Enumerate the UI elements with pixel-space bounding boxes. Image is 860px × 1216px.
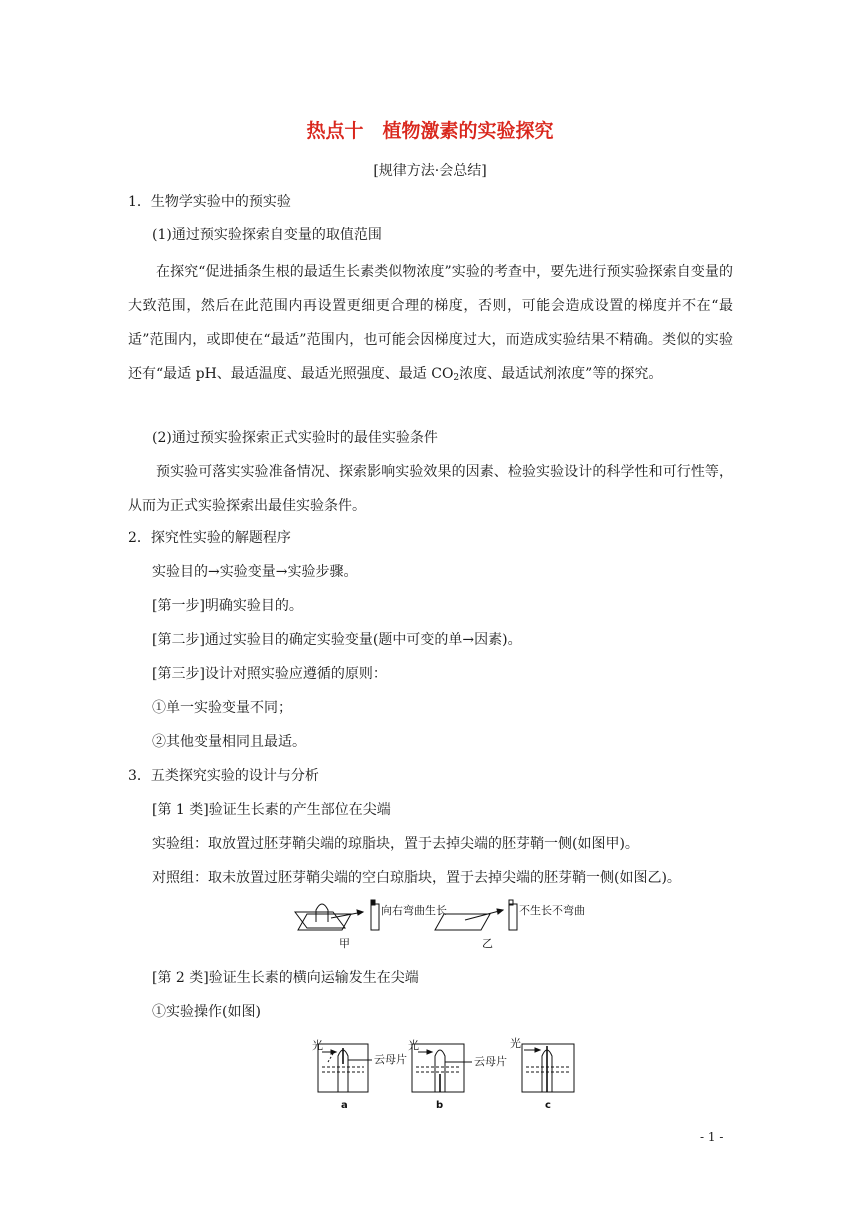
figure2-label-b: b [436,1100,444,1111]
paragraph-text: 在探究“促进插条生根的最适生长素类似物浓度”实验的考查中，要先进行预实验探索自变量的大致范围，然后在此范围内再设置更细更合理的梯度，否则，可能会造成设置的梯度并不在“最适”范围内，或即使在“最适”范围内，也可能会因梯度过大，而造成实验结果不精确。类似的实验还有“最适 pH、最适温度、最适光照强度、最适 CO [128,264,733,382]
step1-text: [第一步]明确实验目的。 [152,598,303,614]
figure-label-b: 乙 [482,937,493,950]
figure2-label-a: a [341,1100,348,1111]
section3-heading: 3．五类探究实验的设计与分析 [128,768,319,784]
coleoptile-stump-b [509,904,517,930]
box-c [522,1044,574,1092]
figure-result-b: 不生长不弯曲 [519,904,585,917]
figure2-label-c: c [545,1100,551,1111]
section1-sub1-heading: (1)通过预实验探索自变量的取值范围 [152,227,382,243]
agar-block-a [371,900,375,905]
type1-heading: [第 1 类]验证生长素的产生部位在尖端 [152,802,391,818]
section1-sub1-paragraph [128,255,733,391]
figure-label-a: 甲 [339,937,350,950]
coleoptile-stump-a [371,904,379,930]
section2-heading: 2．探究性实验的解题程序 [128,530,291,546]
type2-heading: [第 2 类]验证生长素的横向运输发生在尖端 [152,970,419,986]
type1-control-text: 对照组：取未放置过胚芽鞘尖端的空白琼脂块，置于去掉尖端的胚芽鞘一侧(如图乙)。 [152,870,681,886]
section1-heading: 1．生物学实验中的预实验 [128,194,291,210]
flow-text: 实验目的→实验变量→实验步骤。 [152,564,358,580]
light-label-c: 光 [510,1037,521,1050]
page-title: 热点十 植物激素的实验探究 [306,120,554,142]
section1-sub2-paragraph: 预实验可落实实验准备情况、探索影响实验效果的因素、检验实验设计的科学性和可行性等，从而为正式实验探索出最佳实验条件。 [128,464,733,514]
co2-subscript: 2 [453,373,460,383]
mica-label-b: 云母片 [474,1055,507,1068]
step2-text: [第二步]通过实验目的确定实验变量(题中可变的单→因素)。 [152,632,522,648]
light-label-a: 光 [312,1039,323,1052]
type2-operation-text: ①实验操作(如图) [152,1004,261,1020]
step3-text: [第三步]设计对照实验应遵循的原则： [152,666,387,682]
mica-label-a: 云母片 [374,1053,407,1066]
paragraph-text-end: 浓度、最适试剂浓度”等的探究。 [459,366,663,382]
figure-mica-experiment-diagram [312,1038,587,1113]
figure-result-a: 向右弯曲生长 [381,904,447,917]
coleoptile-tip-a [316,904,328,922]
type1-experiment-text: 实验组：取放置过胚芽鞘尖端的琼脂块，置于去掉尖端的胚芽鞘一侧(如图甲)。 [152,836,639,852]
principle1-text: ①单一实验变量不同； [152,700,292,716]
principle2-text: ②其他变量相同且最适。 [152,734,306,750]
section-subtitle: [规律方法·会总结] [373,163,487,179]
light-label-b: 光 [408,1039,419,1052]
page-number: - 1 - [700,1130,724,1144]
section1-sub2-heading: (2)通过预实验探索正式实验时的最佳实验条件 [152,430,438,446]
figure-agar-block-diagram [295,900,620,950]
